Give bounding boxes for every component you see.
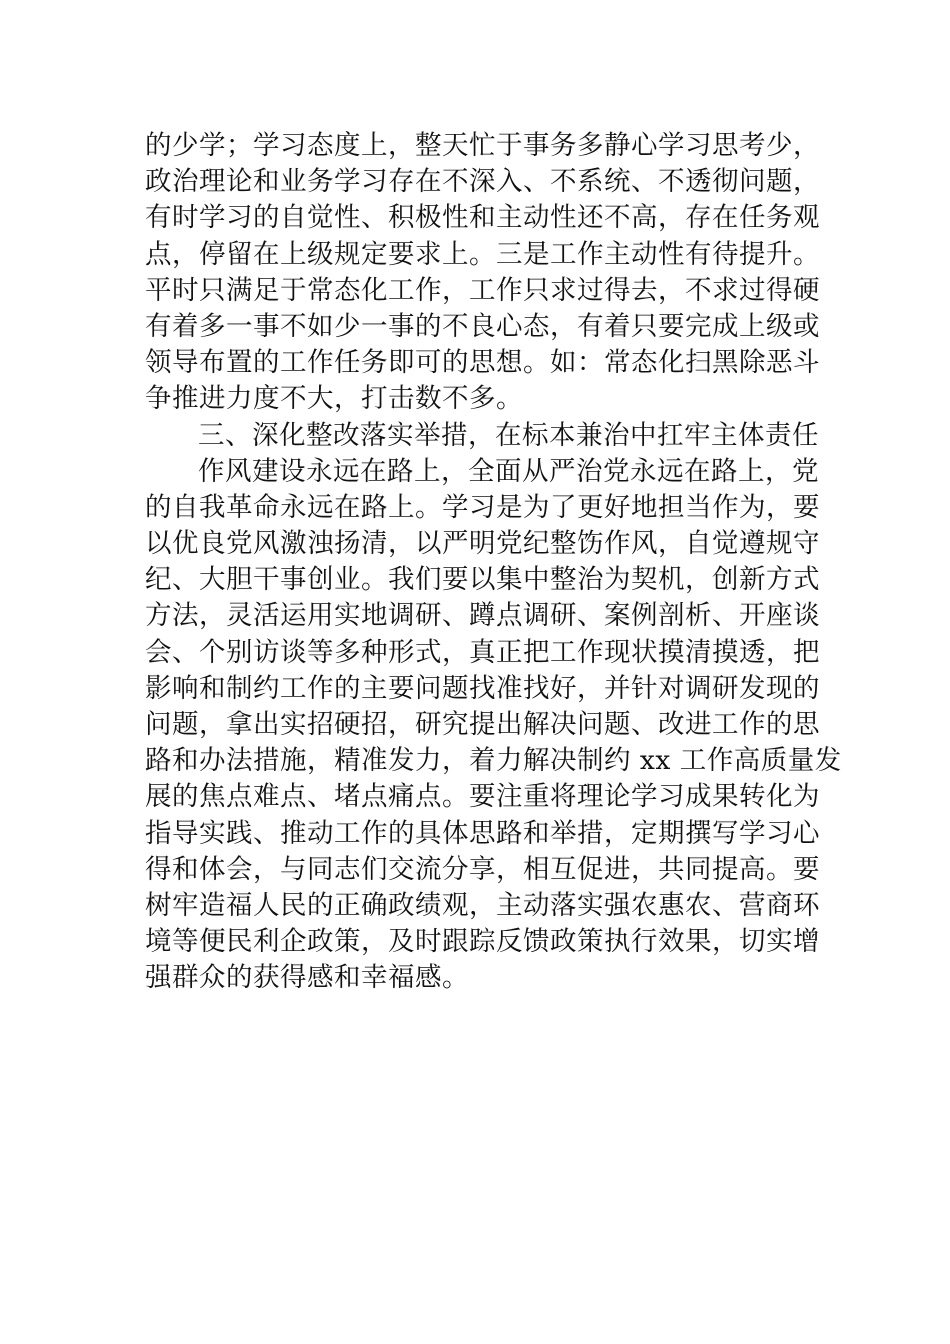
text-line: 点，停留在上级规定要求上。三是工作主动性有待提升。 [145, 238, 820, 270]
text-line: 境等便民利企政策，及时跟踪反馈政策执行效果，切实增 [145, 926, 820, 958]
text-line: 领导布置的工作任务即可的思想。如：常态化扫黑除恶斗 [145, 347, 820, 379]
document-body [145, 128, 842, 997]
text-line: 以优良党风激浊扬清，以严明党纪整饬作风，自觉遵规守 [145, 528, 820, 560]
text-line: 方法，灵活运用实地调研、蹲点调研、案例剖析、开座谈 [145, 600, 820, 632]
text-line: 的少学；学习态度上，整天忙于事务多静心学习思考少， [145, 130, 820, 161]
text-line: 得和体会，与同志们交流分享，相互促进，共同提高。要 [145, 853, 820, 885]
text-line: 有着多一事不如少一事的不良心态，有着只要完成上级或 [145, 310, 820, 342]
text-line: 纪、大胆干事创业。我们要以集中整治为契机，创新方式 [145, 564, 820, 596]
section-heading: 三、深化整改落实举措，在标本兼治中扛牢主体责任 [198, 419, 819, 451]
text-line: 展的焦点难点、堵点痛点。要注重将理论学习成果转化为 [145, 781, 820, 813]
text-line: 作风建设永远在路上，全面从严治党永远在路上，党 [198, 455, 819, 487]
text-line: 影响和制约工作的主要问题找准找好，并针对调研发现的 [145, 672, 820, 704]
text-line: 争推进力度不大，打击数不多。 [145, 383, 523, 415]
text-line: 路和办法措施，精准发力，着力解决制约 xx 工作高质量发 [145, 745, 842, 777]
text-line: 树牢造福人民的正确政绩观，主动落实强农惠农、营商环 [145, 889, 820, 921]
text-line: 有时学习的自觉性、积极性和主动性还不高，存在任务观 [145, 202, 820, 234]
paragraph-1 [145, 128, 820, 418]
text-line: 会、个别访谈等多种形式，真正把工作现状摸清摸透，把 [145, 636, 820, 668]
text-line: 政治理论和业务学习存在不深入、不系统、不透彻问题， [145, 166, 820, 198]
text-line: 问题，拿出实招硬招，研究提出解决问题、改进工作的思 [145, 709, 820, 740]
text-line: 指导实践、推动工作的具体思路和举措，定期撰写学习心 [145, 817, 820, 849]
text-line: 的自我革命永远在路上。学习是为了更好地担当作为，要 [145, 491, 820, 523]
text-line: 平时只满足于常态化工作，工作只求过得去，不求过得硬 [145, 274, 820, 306]
text-line: 强群众的获得感和幸福感。 [145, 962, 469, 994]
paragraph-2 [145, 454, 842, 997]
